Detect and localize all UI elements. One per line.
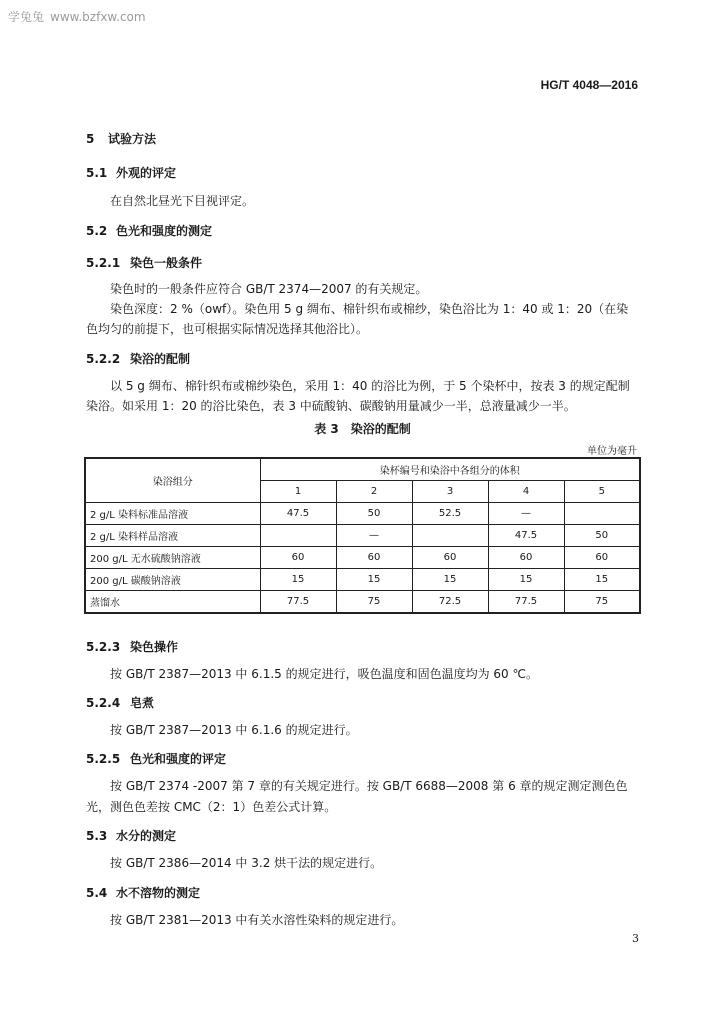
table-cell: 15 [336, 569, 412, 591]
page-number: 3 [632, 932, 639, 945]
table-cell: 60 [412, 547, 488, 569]
table-cell: 75 [336, 591, 412, 614]
table-cell: 77.5 [488, 591, 564, 614]
table-caption: 表 3 染浴的配制 [314, 422, 411, 436]
table-row [85, 547, 640, 569]
section-number: 5.3 [86, 829, 108, 843]
table-cell: 60 [260, 547, 336, 569]
section-title: 皂煮 [130, 696, 155, 710]
table-row-header: 染浴组分 [85, 458, 260, 503]
section-title: 染色一般条件 [130, 256, 203, 270]
section-number: 5.2 [86, 224, 108, 238]
section-5-2-5-heading [86, 750, 226, 767]
section-5-2-1-heading [86, 254, 202, 271]
table-cell: 60 [336, 547, 412, 569]
table-row-label: 蒸馏水 [85, 591, 260, 614]
section-5-2-5-para-line-1: 按 GB/T 2374 -2007 第 7 章的有关规定进行。按 GB/T 6688—2008 第 6 章的规定测定测色色 [110, 779, 628, 793]
section-5-4-heading [86, 884, 200, 901]
section-5-2-2-para-line-1: 以 5 g 绸布、棉针织布或棉纱染色，采用 1：40 的浴比为例，于 5 个染杯中，按表 3 的规定配制 [110, 379, 630, 393]
table-cell: — [488, 503, 564, 525]
section-title: 试验方法 [108, 132, 157, 146]
section-5-2-4-heading [86, 694, 154, 711]
section-5-2-2-heading [86, 350, 190, 367]
table-cell: 50 [336, 503, 412, 525]
table-cell: 15 [412, 569, 488, 591]
table-cell: 15 [260, 569, 336, 591]
section-number: 5.4 [86, 886, 108, 900]
section-number: 5.2.4 [86, 696, 121, 710]
section-5-1-text: 在自然北昼光下目视评定。 [110, 194, 255, 208]
table-header-row [85, 458, 640, 481]
table-column-header: 1 [260, 481, 336, 503]
section-number: 5.2.5 [86, 752, 121, 766]
table-row-label: 2 g/L 染料样品溶液 [85, 525, 260, 547]
table-row-label: 200 g/L 碳酸钠溶液 [85, 569, 260, 591]
section-number: 5.2.3 [86, 640, 121, 654]
section-5-2-2-para-line-2: 染浴。如采用 1：20 的浴比染色，表 3 中硫酸钠、碳酸钠用量减少一半，总液量减少一半。 [86, 399, 576, 413]
section-5-heading [86, 130, 156, 147]
table-cell: 77.5 [260, 591, 336, 614]
table-row [85, 591, 640, 614]
table-cell: 50 [564, 525, 640, 547]
table-cell: 75 [564, 591, 640, 614]
table-cell: 52.5 [412, 503, 488, 525]
table-unit: 单位为毫升 [587, 446, 637, 457]
section-5-3-heading [86, 827, 176, 844]
watermark-url: www.bzfxw.com [50, 10, 146, 24]
watermark-site-name: 学兔兔 [8, 10, 45, 24]
table-cell: 47.5 [260, 503, 336, 525]
table-column-header: 2 [336, 481, 412, 503]
table-row-label: 200 g/L 无水硫酸钠溶液 [85, 547, 260, 569]
section-5-2-1-para-2-line-1: 染色深度：2 %（owf）。染色用 5 g 绸布、棉针织布或棉纱，染色浴比为 1：40 或 1：20（在染 [110, 302, 629, 316]
section-number: 5.1 [86, 166, 108, 180]
table-row-label: 2 g/L 染料标准品溶液 [85, 503, 260, 525]
table-column-group-header: 染杯编号和染浴中各组分的体积 [260, 458, 640, 481]
section-5-2-3-heading [86, 638, 178, 655]
section-5-3-text: 按 GB/T 2386—2014 中 3.2 烘干法的规定进行。 [110, 856, 383, 870]
section-5-2-1-para-2-line-2: 色均匀的前提下，也可根据实际情况选择其他浴比）。 [86, 322, 369, 336]
table-row [85, 569, 640, 591]
table-cell: 72.5 [412, 591, 488, 614]
table-cell: 60 [564, 547, 640, 569]
section-5-2-1-para-1: 染色时的一般条件应符合 GB/T 2374—2007 的有关规定。 [110, 282, 428, 296]
table-column-header: 3 [412, 481, 488, 503]
section-title: 色光和强度的评定 [130, 752, 227, 766]
table-row [85, 525, 640, 547]
table-column-header: 4 [488, 481, 564, 503]
section-5-2-3-text: 按 GB/T 2387—2013 中 6.1.5 的规定进行，吸色温度和固色温度均为 60 ℃。 [110, 667, 538, 681]
table-cell [260, 525, 336, 547]
dye-bath-table [84, 457, 641, 614]
section-number: 5.2.2 [86, 352, 121, 366]
section-5-4-text: 按 GB/T 2381—2013 中有关水溶性染料的规定进行。 [110, 913, 404, 927]
section-5-1-heading [86, 164, 176, 181]
table-cell: 15 [564, 569, 640, 591]
section-title: 外观的评定 [116, 166, 177, 180]
section-title: 染浴的配制 [130, 352, 191, 366]
section-5-2-5-para-line-2: 光，测色色差按 CMC（2：1）色差公式计算。 [86, 800, 337, 814]
table-cell: 47.5 [488, 525, 564, 547]
table-cell [564, 503, 640, 525]
table-cell: 15 [488, 569, 564, 591]
section-title: 色光和强度的测定 [116, 224, 213, 238]
watermark [8, 8, 152, 25]
section-5-2-4-text: 按 GB/T 2387—2013 中 6.1.6 的规定进行。 [110, 723, 358, 737]
section-title: 水不溶物的测定 [116, 886, 201, 900]
table-cell: — [336, 525, 412, 547]
standard-number: HG/T 4048—2016 [540, 78, 638, 92]
section-5-2-heading [86, 222, 212, 239]
table-cell: 60 [488, 547, 564, 569]
section-number: 5 [86, 132, 95, 146]
section-title: 染色操作 [130, 640, 179, 654]
section-title: 水分的测定 [116, 829, 177, 843]
table-cell [412, 525, 488, 547]
table-row [85, 503, 640, 525]
table-column-header: 5 [564, 481, 640, 503]
section-number: 5.2.1 [86, 256, 121, 270]
